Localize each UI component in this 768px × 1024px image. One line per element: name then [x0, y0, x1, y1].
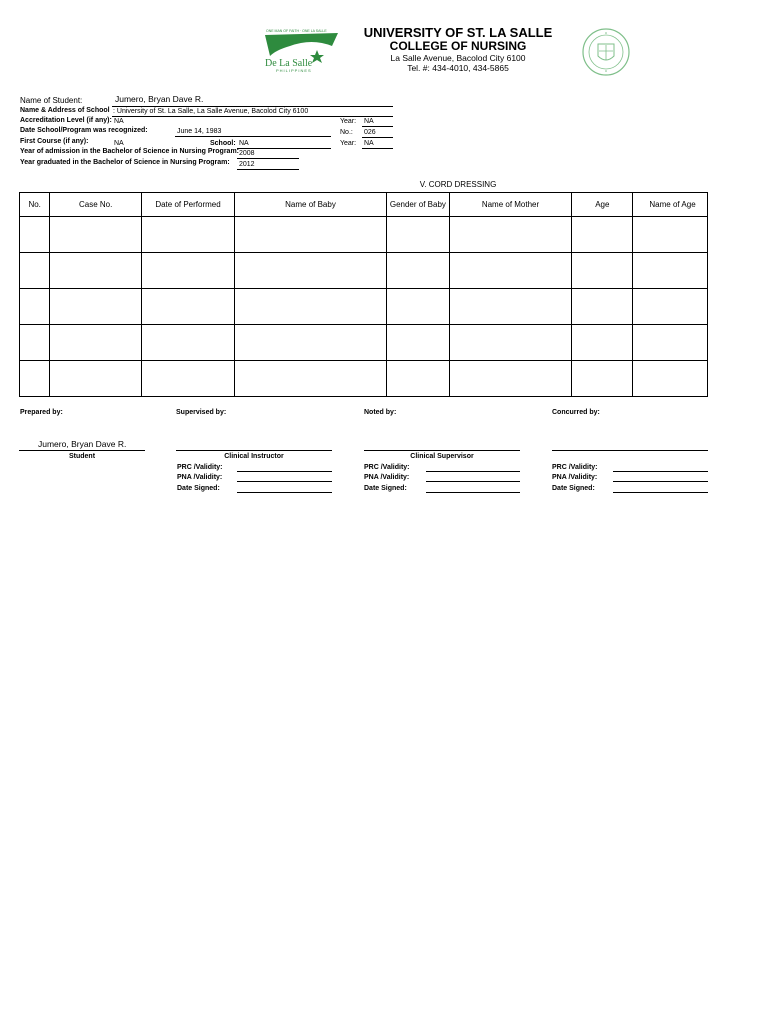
- table-cell: [572, 325, 633, 361]
- recognized-no-label: No.:: [340, 129, 353, 136]
- graduated-value: 2012: [239, 161, 255, 168]
- table-cell: [633, 289, 708, 325]
- table-cell: [572, 217, 633, 253]
- table-cell: [449, 217, 571, 253]
- table-cell: [633, 325, 708, 361]
- student-role: Student: [68, 453, 96, 460]
- table-cell: [20, 289, 50, 325]
- instructor-date-label: Date Signed:: [177, 485, 220, 492]
- table-cell: [20, 217, 50, 253]
- concurred-prc-label: PRC /Validity:: [552, 464, 598, 471]
- table-cell: [234, 361, 386, 397]
- table-header-row: [20, 193, 708, 217]
- table-cell: [387, 361, 450, 397]
- table-cell: [449, 361, 571, 397]
- table-cell: [142, 253, 235, 289]
- table-cell: [387, 325, 450, 361]
- first-course-value: NA: [114, 140, 124, 147]
- table-row: [20, 289, 708, 325]
- table-cell: [449, 253, 571, 289]
- university-address: La Salle Avenue, Bacolod City 6100: [390, 53, 526, 63]
- table-cell: [50, 289, 142, 325]
- first-course-year-label: Year:: [340, 140, 357, 147]
- table-cell: [234, 289, 386, 325]
- recognized-label: Date School/Program was recognized:: [20, 127, 148, 134]
- accreditation-value: NA: [114, 118, 124, 125]
- recognized-no-value: 026: [364, 129, 376, 136]
- table-cell: [572, 361, 633, 397]
- university-telephone: Tel. #: 434-4010, 434-5865: [407, 63, 509, 73]
- table-cell: [142, 325, 235, 361]
- table-cell: [572, 253, 633, 289]
- instructor-pna-label: PNA /Validity:: [177, 474, 223, 481]
- table-cell: [449, 289, 571, 325]
- accreditation-year-value: NA: [364, 118, 374, 125]
- col-header-name-of-age: Name of Age: [633, 193, 708, 217]
- concurred-date-line: [613, 492, 708, 493]
- col-header-date-performed: Date of Performed: [142, 193, 235, 217]
- logo-tagline: ONE MAN OF FAITH · ONE LA SALLE: [266, 29, 327, 33]
- table-cell: [633, 253, 708, 289]
- instructor-pna-line: [237, 481, 332, 482]
- concurred-date-label: Date Signed:: [552, 485, 595, 492]
- school-value: : University of St. La Salle, La Salle Avenue, Bacolod City 6100: [113, 108, 309, 115]
- table-row: [20, 253, 708, 289]
- instructor-prc-line: [237, 471, 332, 472]
- logo-subtitle: PHILIPPINES: [276, 68, 312, 73]
- table-cell: [50, 253, 142, 289]
- supervisor-pna-label: PNA /Validity:: [364, 474, 410, 481]
- section-title: V. CORD DRESSING: [419, 180, 497, 189]
- concurred-prc-line: [613, 471, 708, 472]
- col-header-name-of-mother: Name of Mother: [449, 193, 571, 217]
- table-cell: [633, 217, 708, 253]
- table-cell: [387, 289, 450, 325]
- noted-by-label: Noted by:: [364, 409, 397, 416]
- supervisor-date-line: [426, 492, 520, 493]
- accreditation-year-label: Year:: [340, 118, 357, 125]
- college-name: COLLEGE OF NURSING: [389, 39, 527, 53]
- concurred-signature-line: [552, 450, 708, 451]
- table-cell: [20, 325, 50, 361]
- first-course-school-label: School:: [210, 140, 236, 147]
- concurred-by-label: Concurred by:: [552, 409, 600, 416]
- instructor-signature-line: [176, 450, 332, 451]
- university-name: UNIVERSITY OF ST. LA SALLE: [363, 25, 553, 40]
- logo-name: De La Salle: [265, 58, 313, 69]
- table-cell: [234, 325, 386, 361]
- supervisor-date-label: Date Signed:: [364, 485, 407, 492]
- col-header-age: Age: [572, 193, 633, 217]
- instructor-prc-label: PRC /Validity:: [177, 464, 223, 471]
- supervisor-signature-line: [364, 450, 520, 451]
- table-cell: [50, 325, 142, 361]
- table-row: [20, 361, 708, 397]
- recognized-value: June 14, 1983: [177, 128, 222, 135]
- cord-dressing-table: [19, 192, 708, 397]
- first-course-school-value: NA: [239, 140, 249, 147]
- table-cell: [387, 253, 450, 289]
- table-cell: [142, 361, 235, 397]
- supervisor-prc-label: PRC /Validity:: [364, 464, 410, 471]
- table-cell: [20, 253, 50, 289]
- admission-value: 2008: [239, 150, 255, 157]
- accreditation-label: Accreditation Level (if any):: [20, 117, 112, 124]
- supervisor-prc-line: [426, 471, 520, 472]
- first-course-label: First Course (if any):: [20, 138, 89, 145]
- first-course-year-value: NA: [364, 140, 374, 147]
- supervisor-role: Clinical Supervisor: [410, 453, 474, 460]
- col-header-no: No.: [20, 193, 50, 217]
- table-cell: [50, 217, 142, 253]
- school-label: Name & Address of School: [20, 107, 110, 114]
- table-cell: [449, 325, 571, 361]
- instructor-date-line: [237, 492, 332, 493]
- table-cell: [142, 289, 235, 325]
- student-name-value: Jumero, Bryan Dave R.: [115, 94, 204, 104]
- table-row: [20, 217, 708, 253]
- col-header-name-of-baby: Name of Baby: [234, 193, 386, 217]
- graduated-label: Year graduated in the Bachelor of Science in Nursing Program:: [20, 159, 230, 166]
- table-cell: [572, 289, 633, 325]
- student-signature-line: [19, 450, 145, 451]
- table-cell: [234, 253, 386, 289]
- table-cell: [387, 217, 450, 253]
- col-header-case-no: Case No.: [50, 193, 142, 217]
- table-cell: [142, 217, 235, 253]
- table-cell: [50, 361, 142, 397]
- prepared-by-label: Prepared by:: [20, 409, 63, 416]
- supervisor-pna-line: [426, 481, 520, 482]
- table-cell: [234, 217, 386, 253]
- instructor-role: Clinical Instructor: [224, 453, 284, 460]
- table-row: [20, 325, 708, 361]
- table-cell: [20, 361, 50, 397]
- col-header-gender-of-baby: Gender of Baby: [387, 193, 450, 217]
- concurred-pna-line: [613, 481, 708, 482]
- concurred-pna-label: PNA /Validity:: [552, 474, 598, 481]
- student-signature-name: Jumero, Bryan Dave R.: [38, 439, 127, 449]
- table-cell: [633, 361, 708, 397]
- student-name-label: Name of Student:: [20, 96, 83, 105]
- admission-label: Year of admission in the Bachelor of Science in Nursing Program:: [20, 148, 239, 155]
- supervised-by-label: Supervised by:: [176, 409, 227, 416]
